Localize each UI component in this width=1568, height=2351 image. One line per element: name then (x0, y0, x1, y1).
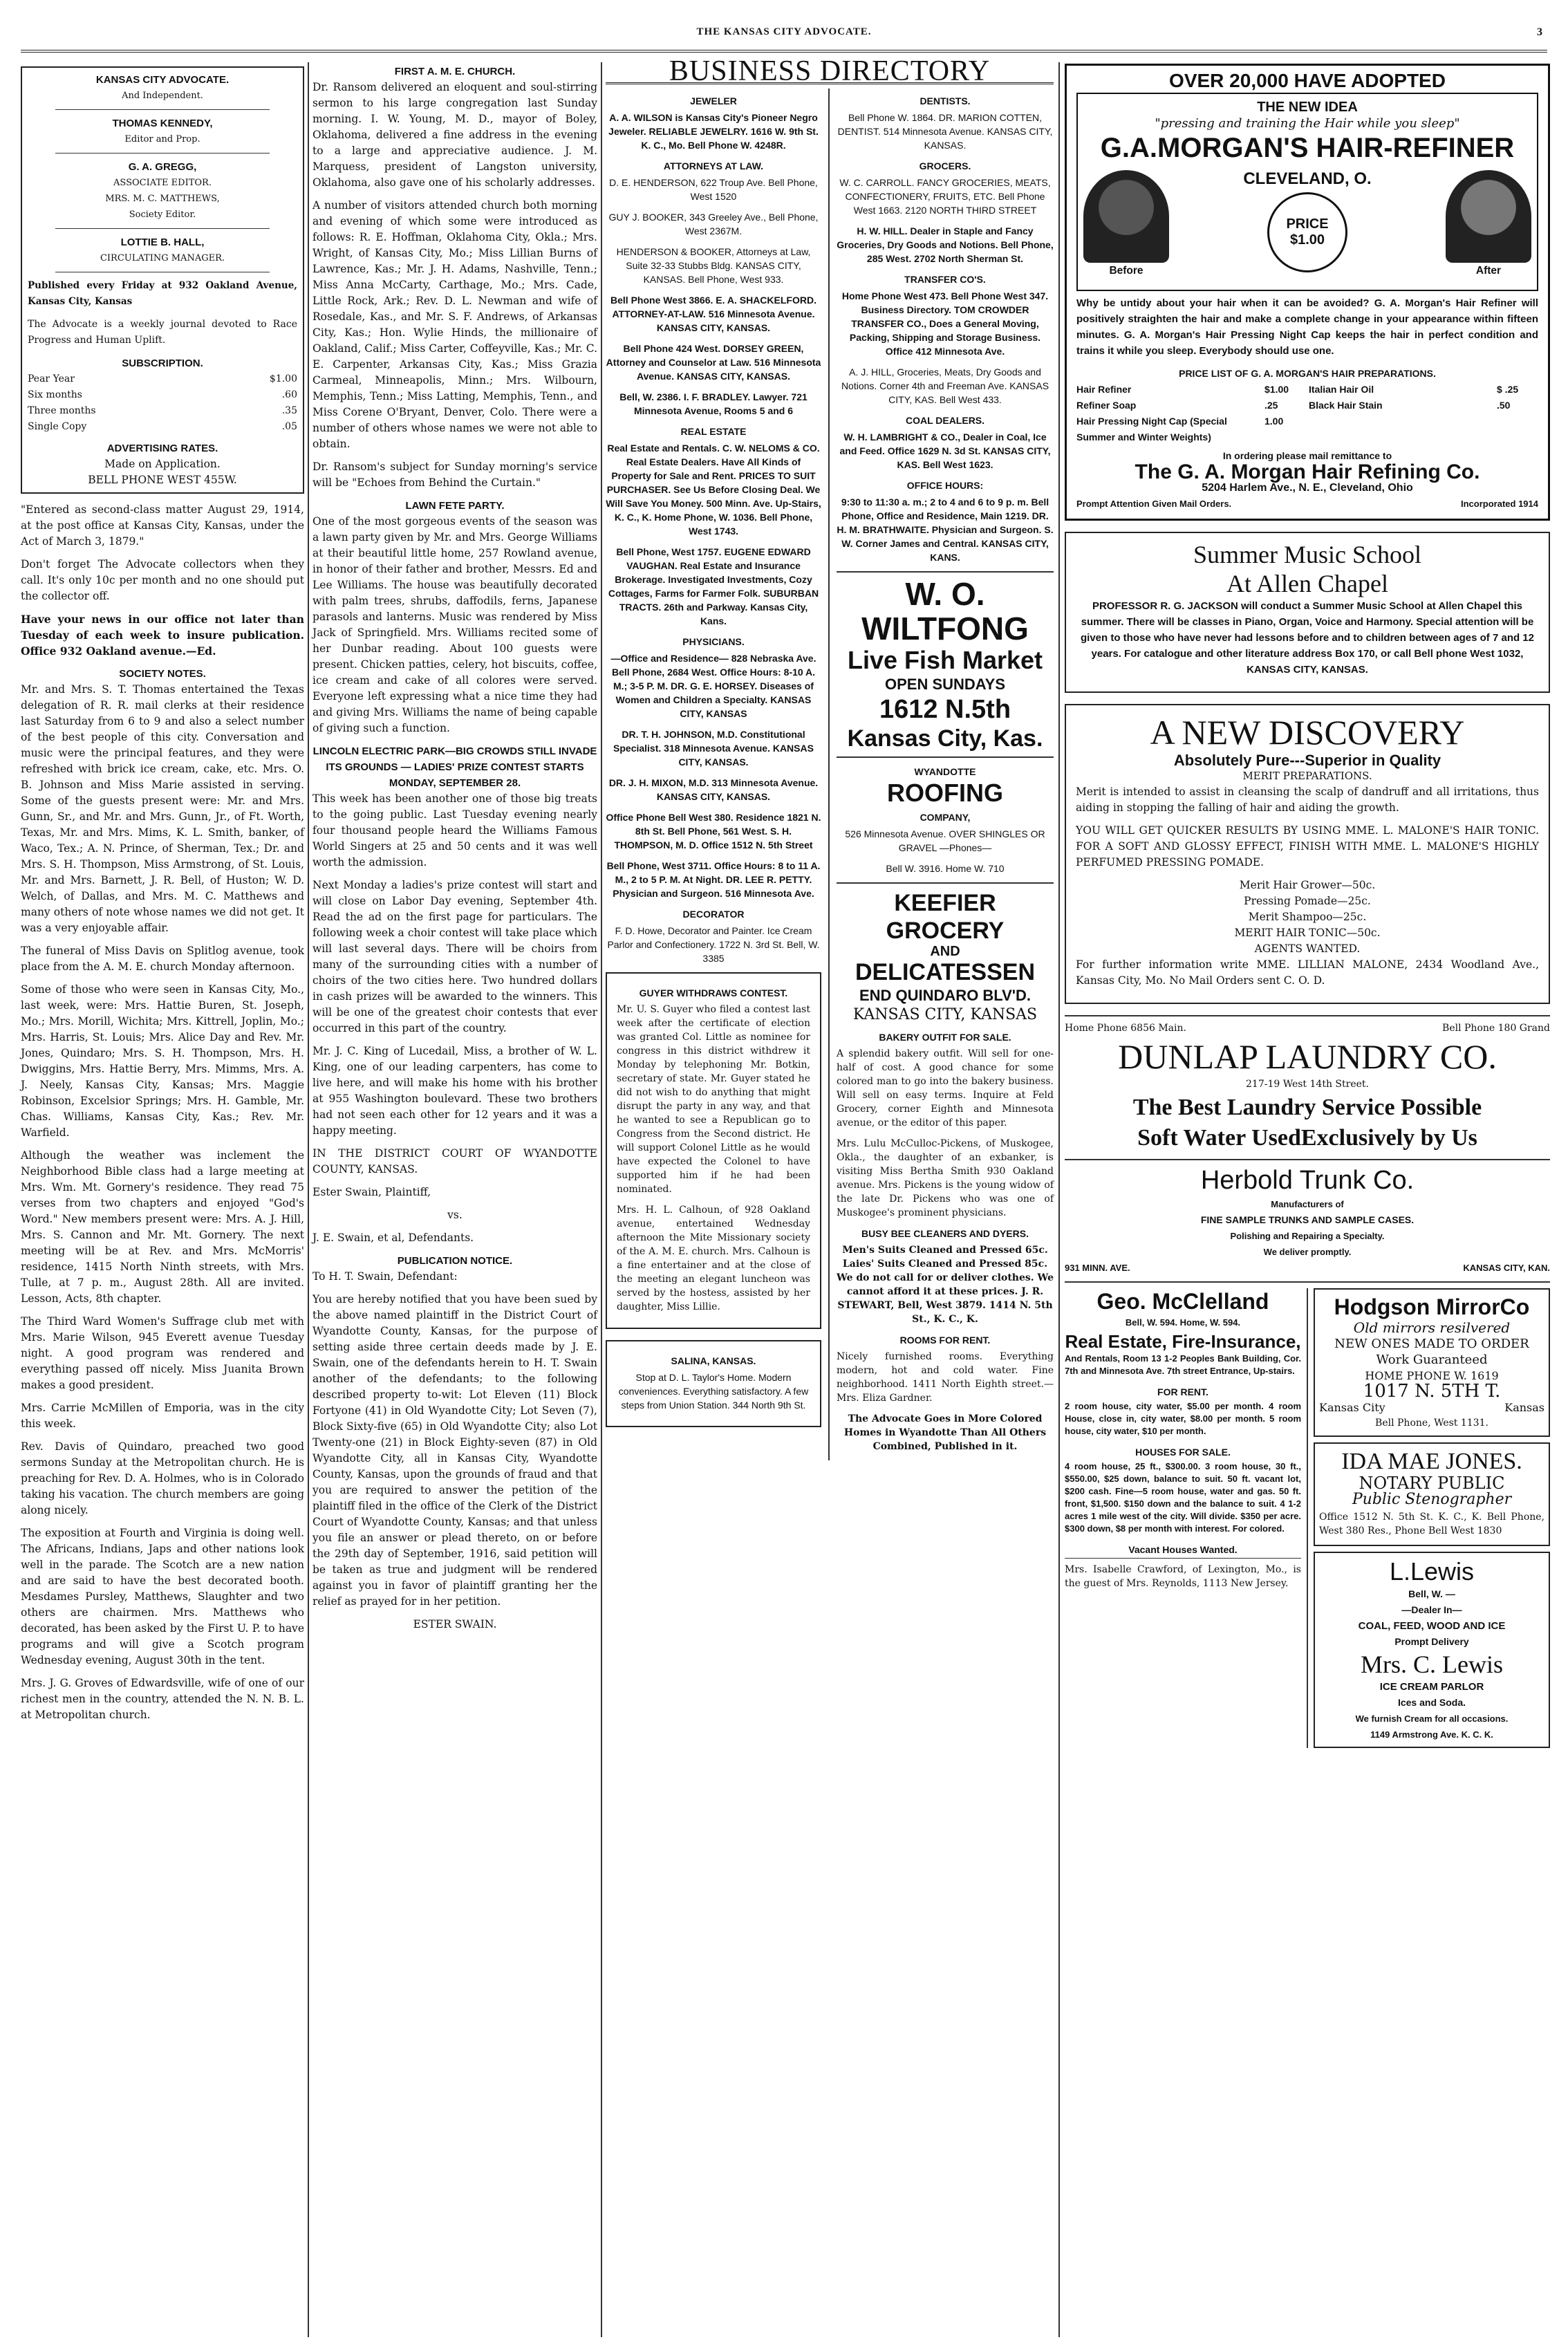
ad-line: Vacant Houses Wanted. (1128, 1544, 1238, 1555)
listing: H. W. HILL. Dealer in Staple and Fancy Groceries, Dry Goods and Notions. Bell Phone, 285 West. 2702 North Sherman St. (837, 225, 1054, 264)
listing: A. J. HILL, Groceries, Meats, Dry Goods and Notions. Corner 4th and Freeman Ave. KANSAS CITY, KAS. Bell West 433. (841, 366, 1049, 405)
rate-row (28, 387, 297, 403)
court-heading: IN THE DISTRICT COURT OF WYANDOTTE COUNTY, KANSAS. (312, 1147, 597, 1176)
ad-body: Why be untidy about your hair when it can be avoided? G. A. Morgan's Hair Refiner will positively straighten the hair and make a complete change in your appearance within fifteen minutes. G. A. Morgan's Hair Pressing Night Cap keeps the hair in perfect condition and trains it while you sleep. Everybody should use one. (1076, 297, 1538, 357)
ad-line: Incorporated 1914 (1461, 499, 1538, 509)
rate-label: Three months (28, 405, 96, 416)
ad-line: Absolutely Pure---Superior in Quality (1173, 752, 1441, 769)
ad-line: 526 Minnesota Avenue. OVER SHINGLES OR GRAVEL —Phones— (845, 828, 1045, 853)
ad-line: ICE CREAM PARLOR (1379, 1681, 1484, 1693)
ad-line: 1149 Armstrong Ave. K. C. K. (1370, 1729, 1493, 1740)
published-line: Published every Friday at 932 Oakland Avenue, Kansas City, Kansas (28, 280, 297, 307)
price-cell (1497, 413, 1538, 445)
masthead-box (21, 66, 304, 494)
article-paragraph: Mrs. Isabelle Crawford, of Lexington, Mo., is the guest of Mrs. Reynolds, 1113 New Jersey. (1065, 1558, 1301, 1590)
ad-line: Soft Water UsedExclusively by Us (1137, 1125, 1477, 1151)
masthead (21, 26, 1547, 53)
ad-title: Hodgson MirrorCo (1334, 1294, 1530, 1319)
listing: A. A. WILSON is Kansas City's Pioneer Negro Jeweler. RELIABLE JEWELRY. 1616 W. 9th St. K. C., Mo. Bell Phone W. 4248R. (608, 112, 819, 151)
listing: DR. T. H. JOHNSON, M.D. Constitutional Specialist. 318 Minnesota Avenue. KANSAS CITY, KANSAS. (613, 729, 814, 768)
ad-line: END QUINDARO BLV'D. (859, 987, 1032, 1004)
column-1 (21, 64, 304, 1730)
column-rule (1058, 62, 1060, 2337)
price-cell (1309, 413, 1494, 445)
ad-caption: Before (1109, 265, 1144, 277)
versus-line: vs. (447, 1209, 463, 1221)
right-ads (1314, 1288, 1550, 1748)
ad-body: 2 room house, city water, $5.00 per month. 4 room House, close in, city water, $8.00 per month. 5 room house, city water, $10 per month. (1065, 1401, 1301, 1436)
paper-name: KANSAS CITY ADVOCATE. (95, 74, 230, 86)
ad-line: 931 MINN. AVE. (1065, 1263, 1130, 1273)
ad-body: Merit is intended to assist in cleansing the scalp of dandruff and all irritations, thus aiding in stopping the falling of hair and aiding the growth. (1076, 786, 1539, 814)
ad-line: 1612 N.5th (879, 695, 1011, 724)
summer-school-ad (1065, 532, 1550, 693)
ad-line: Bell, W. 594. Home, W. 594. (1125, 1317, 1241, 1328)
product-item: MERIT HAIR TONIC—50c. (1234, 927, 1381, 939)
ad-title: Mrs. C. Lewis (1361, 1651, 1503, 1678)
ad-title: OVER 20,000 HAVE ADOPTED (1169, 70, 1446, 91)
listing: Bell Phone, West 3711. Office Hours: 8 to 11 A. M., 2 to 5 P. M. At Night. DR. LEE R. PETTY. Physician and Surgeon. 516 Minnesota Ave. (606, 860, 821, 899)
product-list (1076, 877, 1539, 957)
society-paragraph: The exposition at Fourth and Virginia is doing well. The Africans, Indians, Japs and other nations look well in the parade. The Scotch are a new nation and are said to have the best decorated booth. Mesdames Pursley, Matthews, Slaughter and two others are chairmen. Mrs. Matthews who decorated, has been asked by the First U. P. to have programs and will give a Scotch program Wednesday evening, August 30th in the tent. (21, 1527, 304, 1666)
article-heading: GUYER WITHDRAWS CONTEST. (639, 987, 788, 998)
product-item: AGENTS WANTED. (1254, 942, 1361, 955)
ad-line: AND (930, 944, 960, 959)
ad-line: 5204 Harlem Ave., N. E., Cleveland, Ohio (1202, 482, 1413, 494)
notice-signature: ESTER SWAIN. (413, 1618, 497, 1630)
section-heading: DECORATOR (682, 909, 745, 920)
article-paragraph: Mr. U. S. Guyer who filed a contest last week after the certificate of election was granted Col. Little as nominee for congress in this district withdrew it Monday by telephoning Mr. Botkin, secretary of state. Mr. Guyer stated he did not wish to do anything that might disrupt the party in any way, and that he wanted to see a Republican go to Congress from the Second district. He will support Colonel Little as he would have expected the Colonel to have supported him if he had been nominated. (617, 1004, 810, 1195)
ad-line: HOUSES FOR SALE. (1135, 1447, 1231, 1458)
listing: Office Phone Bell West 380. Residence 1821 N. 8th St. Bell Phone, 561 West. S. H. THOMPSON, M. D. Office 1512 N. 5th Street (606, 812, 821, 851)
price-row (1076, 382, 1538, 398)
editor-name: MRS. M. C. MATTHEWS, (105, 194, 220, 204)
ad-title: Geo. McClelland (1096, 1289, 1269, 1314)
price-cell: Hair Refiner (1076, 384, 1132, 395)
rate-list (28, 371, 297, 435)
ad-title: L.Lewis (1389, 1557, 1475, 1586)
article-heading: BUSY BEE CLEANERS AND DYERS. (861, 1228, 1029, 1239)
listing: Stop at D. L. Taylor's Home. Modern conveniences. Everything satisfactory. A few steps from Union Station. 344 North 9th St. (618, 1372, 809, 1411)
article-paragraph: One of the most gorgeous events of the season was a lawn party given by Mr. and Mrs. George Williams at their beautiful little home, 257 Rowland avenue, in honor of their father and brother, Messrs. Ed and Lee Williams. The house was beautifully decorated with palm trees, shrubs, daffodils, ferns, Japanese parasols and lanterns. Music was rendered by Miss Jack of Springfield. Mrs. Williams recited some of her Dunbar reading. About 100 guests were present. Chicken patties, celery, hot biscuits, coffee, ice cream and cake of all colores were served. Everyone left expressing what a nice time they had and giving Mrs. Williams the name of being capable of giving such a function. (312, 515, 597, 734)
masthead-title: THE KANSAS CITY ADVOCATE. (696, 26, 872, 37)
listing: Real Estate and Rentals. C. W. NELOMS & CO. Real Estate Dealers. Have All Kinds of Property for Sale and Rent. PRICES TO SUIT PURCHASER. See Us Before Closing Deal. We Will Save You Money. 500 Minn. Ave. Up-Stairs, K. C., K. Home Phone, W. 1036. Bell Phone, West 1743. (606, 443, 821, 537)
society-paragraph: The Third Ward Women's Suffrage club met with Mrs. Marie Wilson, 945 Everett avenue Tuesday night. A good program was rendered and everything passed off nicely. Miss Juanita Brown makes a good president. (21, 1315, 304, 1391)
page-number: 3 (1537, 26, 1543, 38)
ida-jones-ad (1314, 1442, 1550, 1546)
ad-line: Ices and Soda. (1397, 1697, 1466, 1708)
article-paragraph: Dr. Ransom delivered an eloquent and soul-stirring sermon to his large congregation last Sunday morning. I. W. Young, M. D., mayor of Boley, Oklahoma, delivered a fine address in the evening to a large and appreciative audience. J. M. Marquess, president of Langston university, Oklahoma, also gave one of his scholarly addresses. (312, 81, 597, 189)
rate-price: .05 (281, 421, 297, 432)
advertising-phone: BELL PHONE WEST 455W. (88, 474, 237, 486)
article-paragraph: A splendid bakery outfit. Will sell for one-half of cost. A good chance for some colored man to go into the bakery business. Will sell on easy terms. Inquire at Feld Grocery, corner Eighth and Minnesota avenue, or the editor of this paper. (837, 1048, 1054, 1128)
society-paragraph: Some of those who were seen in Kansas City, Mo., last week, were: Mrs. Hattie Buren, St. Joseph, Mo.; Mrs. Morill, Wichita; Mrs. Kittrell, Joplin, Mo.; Mrs. Harris, St. Louis; Mrs. Alice Day and Rev. Mr. Jones, Quindaro; Mrs. S. H. Thompson, Mrs. H. Dwiggins, Mrs. Hattie Berry, Mrs. Mimms, Mrs. A. J. Neely, Kansas City, Kansas; Mrs. Maggie Robinson, Excelsior Springs; Mrs. H. Gamble, Mr. Chas. Williams, Kansas City, Kas.; Rev. Mr. Warfield. (21, 983, 304, 1139)
society-paragraph: Mrs. J. G. Groves of Edwardsville, wife of one of our richest men in the country, attended the N. N. B. L. at Metropolitan church. (21, 1677, 304, 1721)
price-cell: Hair Pressing Night Cap (Special Summer and Winter Weights) (1076, 416, 1227, 443)
herbold-ad (1065, 1159, 1550, 1276)
portrait-before-icon (1083, 170, 1169, 263)
product-item: Merit Shampoo—25c. (1248, 911, 1367, 923)
editor-name: LOTTIE B. HALL, (120, 236, 205, 248)
section-heading: COAL DEALERS. (905, 415, 985, 426)
ad-line: Polishing and Repairing a Specialty. (1230, 1231, 1385, 1241)
portrait-after-icon (1446, 170, 1531, 263)
notice-heading: PUBLICATION NOTICE. (397, 1255, 513, 1267)
ad-line: NOTARY PUBLIC (1359, 1474, 1505, 1493)
ad-line: Kansas (1504, 1401, 1544, 1414)
article-paragraph: Dr. Ransom's subject for Sunday morning's service will be "Echoes from Behind the Curtain." (312, 461, 597, 489)
article-paragraph: A number of visitors attended church both morning and evening of which some were introduced as follows: R. E. Hoffman, Oklahoma City, Okla.; Mrs. Wright, of Kansas City, Mo.; Miss Lillian Burns of Lawrence, Kas.; Mr. J. H. Adams, Nashville, Tenn.; Miss Anna McCarty, Carthage, Mo.; Mrs. Cade, Little Rock, Ark.; Rev. D. L. Newman and wife of Rosedale, Kas., and Mr. S. F. Andrews, of Arkansas City, Kas.; Hon. Wylie Hinds, the millionaire of Oakland, Calif.; Miss Carter, Coffeyville, Kas.; Mr. C. E. Carpenter, Arkansas City, Kas.; Miss Grazia Carmeal, Minneapolis, Minn.; Mrs. Wilbourn, Memphis, Tenn.; Miss Latting, Memphis, Tenn., and Miss Corene O'Bryant, Denver, Colo. There were a number of others whose names we were not able to obtain. (312, 199, 598, 450)
listing: —Office and Residence— 828 Nebraska Ave. Bell Phone, 2684 West. Office Hours: 8-10 A. M.; 3-5 P. M. DR. G. E. HORSEY. Diseases of Women and Children a Specialty. KANSAS CITY, KANSAS (610, 653, 816, 719)
price-cell: .25 (1264, 400, 1278, 411)
rate-row (28, 419, 297, 435)
ad-line: We deliver promptly. (1263, 1247, 1352, 1257)
section-heading: REAL ESTATE (680, 426, 747, 437)
ad-line: In ordering please mail remittance to (1222, 450, 1392, 461)
listing: W. H. LAMBRIGHT & CO., Dealer in Coal, Ice and Feed. Office 1629 N. 3d St. KANSAS CITY, KAS. Bell West 1623. (839, 431, 1051, 470)
ad-line: Old mirrors resilvered (1353, 1319, 1511, 1336)
editor-name: THOMAS KENNEDY, (112, 118, 213, 129)
rate-row (28, 371, 297, 387)
ad-title: The G. A. Morgan Hair Refining Co. (1135, 461, 1480, 483)
listing: W. C. CARROLL. FANCY GROCERIES, MEATS, CONFECTIONERY, FRUITS, ETC. Bell Phone West 1663. 2120 NORTH THIRD STREET (839, 177, 1051, 216)
ad-line: Public Stenographer (1352, 1491, 1512, 1508)
ad-title: IDA MAE JONES. (1341, 1449, 1522, 1474)
section-heading: OFFICE HOURS: (906, 480, 984, 491)
price-seal-icon (1267, 192, 1347, 272)
news-note: Have your news in our office not later than Tuesday of each week to insure publication. Office 932 Oakland avenue.—Ed. (21, 613, 304, 658)
ad-line: Prompt Delivery (1394, 1636, 1469, 1647)
defendant-line: J. E. Swain, et al, Defendants. (312, 1232, 474, 1244)
ad-line: Bell Phone, West 1131. (1375, 1418, 1488, 1429)
directory-left (606, 89, 830, 1460)
ad-line: NEW ONES MADE TO ORDER (1334, 1337, 1529, 1351)
ad-line: Prompt Attention Given Mail Orders. (1076, 499, 1232, 509)
society-heading: SOCIETY NOTES. (119, 668, 206, 680)
listing: Bell Phone W. 1864. DR. MARION COTTEN, DENTIST. 514 Minnesota Avenue. KANSAS CITY, KANSAS. (837, 112, 1053, 151)
price-row (1076, 398, 1538, 413)
entered-note: "Entered as second-class matter August 29, 1914, at the post office at Kansas City, Kansas, under the Act of March 3, 1879." (21, 503, 304, 548)
notice-paragraph: To H. T. Swain, Defendant: (312, 1270, 458, 1283)
ad-line: PRICE LIST OF G. A. MORGAN'S HAIR PREPARATIONS. (1179, 368, 1436, 379)
ad-line: Home Phone 6856 Main. (1065, 1023, 1186, 1034)
section-heading: TRANSFER CO'S. (904, 274, 986, 285)
section-heading: GROCERS. (919, 160, 971, 171)
discovery-ad (1065, 704, 1550, 1004)
ad-title: A NEW DISCOVERY (1150, 713, 1465, 752)
price-list (1076, 382, 1538, 445)
lewis-ad (1314, 1552, 1550, 1748)
rate-row (28, 403, 297, 419)
weekly-line: The Advocate is a weekly journal devoted to Race Progress and Human Uplift. (28, 319, 297, 346)
ad-title: DUNLAP LAUNDRY CO. (1118, 1037, 1497, 1076)
listing: Bell, W. 2386. I. F. BRADLEY. Lawyer. 721 Minnesota Avenue, Rooms 5 and 6 (619, 391, 808, 416)
advertising-heading: ADVERTISING RATES. (106, 443, 218, 454)
ad-line: Work Guaranteed (1376, 1353, 1488, 1367)
ad-title: At Allen Chapel (1226, 570, 1388, 597)
notice-paragraph: You are hereby notified that you have been sued by the above named plaintiff in the District Court of Wyandotte County, Kansas, for the purpose of setting aside three certain deeds made by J. E. Swain, one of the defendants herein to H. T. Swain another of the defendants; to the following described property to-wit: Lot Eleven (11) Block Fortyone (41) in Old Wyandotte City; Lot Seven (7), Block Sixty-five (65) in Old Wyandotte City; also Lot Twenty-one (21) in Block Eighty-seven (87) in Old Wyandotte City, all in Kansas City, Wyandotte County, Kansas, upon the grounds of fraud and that you are required to answer the petition of the plaintiff filed in the office of the Clerk of the District Court of Wyandotte County, Kansas; and that unless you file an answer or plead thereto, on or before the 29th day of September, 1916, said petition will be taken as true and judgment will be rendered against you in favor of plaintiff granting her the relief as prayed for in her petition. (312, 1293, 597, 1608)
ad-line: Bell Phone 180 Grand (1442, 1023, 1550, 1034)
article-heading: FIRST A. M. E. CHURCH. (394, 66, 516, 77)
article-heading: ROOMS FOR RENT. (899, 1335, 991, 1346)
hodgson-ad (1314, 1288, 1550, 1437)
price-row (1076, 413, 1538, 445)
column-rule (601, 62, 602, 2337)
ad-title: Herbold Trunk Co. (1200, 1166, 1415, 1195)
ad-title: W. O. WILTFONG (861, 576, 1029, 647)
editor-name: G. A. GREGG, (128, 161, 197, 173)
ad-line: WYANDOTTE (914, 766, 976, 777)
mcclelland-ad (1065, 1288, 1308, 1748)
directory-title: BUSINESS DIRECTORY (669, 55, 991, 87)
listing: Home Phone West 473. Bell Phone West 347. Business Directory. TOM CROWDER TRANSFER CO., Does a General Moving, Packing, Shipping and Storage Business. Office 412 Minnesota Ave. (841, 290, 1049, 357)
ad-line: HOME PHONE W. 1619 (1365, 1369, 1499, 1382)
article-paragraph: Next Monday a ladies's prize contest will start and will close on Labor Day evening, September 4th. Read the ad on the first page for particulars. The following week a choir contest will take place which will last several days. There will be choirs from many of the surrounding cities with a number of choirs of the two cities here. Two hundred dollars in cash prizes will be awarded to the winners. This will be one of the greatest choir contests that ever occurred in this part of the country. (312, 879, 597, 1034)
rate-label: Six months (28, 389, 82, 400)
price-cell: $1.00 (1264, 384, 1289, 395)
price-cell: Italian Hair Oil (1309, 384, 1374, 395)
ad-body: 4 room house, 25 ft., $300.00. 3 room house, 30 ft., $550.00, $25 down, balance to suit. 50 ft. vacant lot, $200 cash. Fine—5 room house, water and gas. 50 ft. front, $1,500. $150 down and the balance to suit. 4 1-2 acres 1 mile west of the city. Will divide. $350 per acre. $300 down, $8 per month with interest. For colored. (1065, 1461, 1301, 1534)
column-2 (312, 64, 597, 1639)
ad-line: CLEVELAND, O. (1243, 169, 1372, 188)
ad-line: Real Estate, Fire-Insurance, (1065, 1331, 1301, 1352)
directory-right (830, 89, 1054, 1460)
editor-role: CIRCULATING MANAGER. (100, 253, 225, 263)
ad-line: Bell, W. — (1408, 1588, 1455, 1599)
ad-body: Office 1512 N. 5th St. K. C., K. Bell Phone, West 380 Res., Phone Bell West 1830 (1319, 1512, 1544, 1536)
ad-line: Kansas City, Kas. (847, 725, 1043, 752)
article-heading: BAKERY OUTFIT FOR SALE. (879, 1032, 1011, 1043)
rate-label: Single Copy (28, 421, 87, 432)
ad-line: PRICE $1.00 (1286, 216, 1329, 248)
listing: Men's Suits Cleaned and Pressed 65c. Laies' Suits Cleaned and Pressed 85c. We do not call for or deliver clothes. We cannot afford it at these prices. J. R. STEWART, Bell, West 3879. 1414 N. 5th St., K. C., K. (837, 1245, 1054, 1325)
price-cell: Refiner Soap (1076, 400, 1137, 411)
listing: D. E. HENDERSON, 622 Troup Ave. Bell Phone, West 1520 (609, 177, 818, 202)
ad-title: KEEFIER GROCERY (886, 890, 1005, 944)
collector-note: Don't forget The Advocate collectors when they call. It's only 10c per month and no one should put the collector off. (21, 558, 304, 602)
price-cell: $ .25 (1497, 384, 1519, 395)
society-paragraph: Mrs. Carrie McMillen of Emporia, was in the city this week. (21, 1402, 304, 1430)
ad-line: "pressing and training the Hair while you sleep" (1155, 116, 1460, 131)
ad-body: PROFESSOR R. G. JACKSON will conduct a Summer Music School at Allen Chapel this summer. There will be classes in Piano, Organ, Voice and Harmony. Special attention will be given to those who have never had lessons before and to children between ages of 7 and 12 years. For catalogue and other literature address Box 170, or call Bell phone West 1032, KANSAS CITY, KANSAS. (1081, 600, 1534, 676)
ad-line: MERIT PREPARATIONS. (1242, 770, 1372, 782)
article-heading: LINCOLN ELECTRIC PARK—BIG CROWDS STILL INVADE ITS GROUNDS — LADIES' PRIZE CONTEST STARTS MONDAY, SEPTEMBER 28. (312, 745, 597, 789)
listing: HENDERSON & BOOKER, Attorneys at Law, Suite 32-33 Stubbs Bldg. KANSAS CITY, KANSAS. Bell Phone, West 933. (616, 246, 811, 285)
paper-sub: And Independent. (122, 91, 203, 101)
ad-line: FINE SAMPLE TRUNKS AND SAMPLE CASES. (1200, 1214, 1415, 1225)
section-heading: DENTISTS. (920, 95, 971, 106)
ad-line: OPEN SUNDAYS (884, 676, 1005, 693)
subscription-heading: SUBSCRIPTION. (122, 357, 203, 369)
section-heading: SALINA, KANSAS. (671, 1355, 756, 1366)
ad-caption: After (1475, 265, 1502, 277)
dunlap-ad (1065, 1015, 1550, 1153)
article-paragraph: Mrs. H. L. Calhoun, of 928 Oakland avenue, entertained Wednesday afternoon the Mite Missionary society of the A. M. E. church. Mrs. Calhoun is a fine entertainer and at the close of the meeting an elegant luncheon was served by the hostess, assisted by her daughter, Miss Lillie. (617, 1205, 810, 1312)
editor-role: Editor and Prop. (124, 134, 200, 145)
ad-title: Summer Music School (1193, 541, 1421, 568)
advertising-line: Made on Application. (104, 458, 221, 470)
section-heading: ATTORNEYS AT LAW. (663, 160, 764, 171)
listing: Bell Phone West 3866. E. A. SHACKELFORD. ATTORNEY-AT-LAW. 516 Minnesota Avenue. KANSAS CITY, KANSAS. (610, 295, 816, 333)
ad-line: We furnish Cream for all occasions. (1355, 1713, 1509, 1724)
ad-body: And Rentals, Room 13 1-2 Peoples Bank Building, Cor. 7th and Minnesota Ave. 7th street Entrance, Up-stairs. (1065, 1353, 1301, 1376)
rate-price: .60 (281, 389, 297, 400)
rate-price: .35 (281, 405, 297, 416)
rate-price: $1.00 (269, 373, 297, 384)
ad-line: COMPANY, (920, 812, 971, 823)
ad-line: FOR RENT. (1157, 1386, 1208, 1397)
article-heading: LAWN FETE PARTY. (405, 500, 505, 512)
society-paragraph: Although the weather was inclement the Neighborhood Bible class had a large meeting at Mrs. Wm. Mt. Gornery's residence. They read 75 verses from two chapters and enjoyed "God's Word." New members present were: Mrs. A. J. Hill, Mrs. S. Cannon and Mr. Mt. Gornery. The next meeting will be at Rev. and Mrs. McMorris' residence, 1415 North Ninth streets, with Mrs. Tulle, at 7 p. m., August 28th. All are invited. Lesson, Acts, 8th chapter. (21, 1149, 304, 1305)
ad-line: Kansas City (1319, 1401, 1385, 1414)
ad-line: KANSAS CITY, KANSAS (852, 1006, 1038, 1023)
ad-line: 217-19 West 14th Street. (1246, 1079, 1369, 1090)
section-heading: JEWELER (690, 95, 737, 106)
listing: GUY J. BOOKER, 343 Greeley Ave., Bell Phone, West 2367M. (608, 212, 819, 236)
price-cell: 1.00 (1264, 416, 1284, 427)
ad-line: KANSAS CITY, KAN. (1463, 1263, 1550, 1273)
ad-title: ROOFING (887, 779, 1003, 807)
listing: 9:30 to 11:30 a. m.; 2 to 4 and 6 to 9 p. m. Bell Phone, Office and Residence, Main 1219. DR. H. M. BRATHWAITE. Physician and Surgeon. S. W. Corner James and Central. KANSAS CITY, KANS. (837, 496, 1054, 563)
ad-line: —Dealer In— (1401, 1604, 1462, 1615)
listing: DR. J. H. MIXON, M.D. 313 Minnesota Avenue. KANSAS CITY, KANSAS. (608, 777, 819, 802)
ad-line: COAL, FEED, WOOD AND ICE (1358, 1620, 1506, 1632)
ad-line: Live Fish Market (847, 646, 1043, 674)
article-paragraph: Mr. J. C. King of Lucedail, Miss, a brother of W. L. King, one of our leading carpenters, has come to live here, and will make his home with his brother at 955 Washington boulevard. These two brothers had not seen each other for 12 years and it was a happy meeting. (312, 1045, 597, 1137)
ad-body: For further information write MME. LILLIAN MALONE, 2434 Woodland Ave., Kansas City, Mo. No Mail Orders sent C. O. D. (1076, 958, 1539, 987)
society-paragraph: Mr. and Mrs. S. T. Thomas entertained the Texas delegation of R. R. mail clerks at their residence last Saturday from 6 to 9 and also a select number of the best people of this city. Conversation and music were the principal features, and they were refreshed with brick ice cream, cake, etc. Mrs. O. B. Johnson and Miss Marie assisted in serving. Some of the guests present were: Mr. and Mrs. Gunn, Sr., and Mr. and Mrs. Gunn, Jr., of Ft. Worth, Texas, Mr. and Mrs. Mims, K. L. Smith, banker, of Waco, Tex.; A. N. Prince, of Sherman, Tex.; Dr. and Mrs. S. H. Thompson, Miss Armstrong, of St. Louis, Mr. and Mrs. Barnett, J. R. Bell, of Huston; W. D. Welch, of Dallas, and Mrs. M. C. Matthews and many others of note whose names we did not get. It was a very enjoyable affair. (21, 683, 304, 934)
ad-title: G.A.MORGAN'S HAIR-REFINER (1100, 133, 1515, 163)
product-item: Pressing Pomade—25c. (1244, 895, 1371, 907)
article-paragraph: Nicely furnished rooms. Everything modern, hot and cold water. Fine neighborhood. 1411 North Eighth street.—Mrs. Eliza Gardner. (837, 1351, 1054, 1404)
listing: Bell Phone 424 West. DORSEY GREEN, Attorney and Counselor at Law. 516 Minnesota Avenue. KANSAS CITY, KANSAS. (606, 343, 821, 382)
price-cell: Black Hair Stain (1309, 400, 1383, 411)
listing: Bell Phone, West 1757. EUGENE EDWARD VAUGHAN. Real Estate and Insurance Brokerage. Investigated Investments, Cozy Cottages, Farms for Farmer Folk. SUBURBAN TRACTS. 26th and Parkway. Kansas City, Kans. (608, 546, 819, 626)
ad-line: Bell W. 3916. Home W. 710 (886, 863, 1005, 874)
article-paragraph: This week has been another one of those big treats to the going public. Last Tuesday evening nearly four thousand people heard the Williams Famous World Singers at 25 and 50 cents and it was well worth the admission. (312, 792, 597, 868)
editor-role: Society Editor. (129, 210, 196, 220)
ad-line: Manufacturers of (1271, 1199, 1344, 1209)
ad-line: DELICATESSEN (855, 959, 1036, 985)
ad-line: 1017 N. 5TH T. (1363, 1381, 1501, 1402)
section-heading: PHYSICIANS. (682, 636, 745, 647)
editor-role: ASSOCIATE EDITOR. (113, 178, 212, 188)
listing: F. D. Howe, Decorator and Painter. Ice Cream Parlor and Confectionery. 1722 N. 3rd St. Bell, W. 3385 (607, 925, 820, 964)
business-directory (606, 55, 1054, 1460)
ad-body: YOU WILL GET QUICKER RESULTS BY USING MME. L. MALONE'S HAIR TONIC. FOR A SOFT AND GLOSSY EFFECT, FINISH WITH MME. L. MALONE'S HIGHLY PERFUMED PRESSING POMADE. (1076, 824, 1539, 868)
ad-line: The Best Laundry Service Possible (1132, 1095, 1482, 1120)
column-rule (308, 62, 309, 2337)
column-4 (1065, 64, 1550, 1748)
plaintiff-line: Ester Swain, Plaintiff, (312, 1186, 431, 1198)
ad-line: THE NEW IDEA (1257, 100, 1358, 115)
price-cell: .50 (1497, 400, 1511, 411)
morgan-ad (1065, 64, 1550, 521)
advocate-note: The Advocate Goes in More Colored Homes in Wyandotte Than All Others Combined, Published in it. (843, 1413, 1047, 1452)
society-paragraph: The funeral of Miss Davis on Splitlog avenue, took place from the A. M. E. church Monday afternoon. (21, 945, 304, 973)
article-paragraph: Mrs. Lulu McCulloc-Pickens, of Muskogee, Okla., the daughter of an exbanker, is visiting Miss Bertha Smith 930 Oakland avenue. Mrs. Pickens is the young widow of the late Dr. Pickens who was one of Muskogee's prominent physicians. (837, 1138, 1054, 1218)
product-item: Merit Hair Grower—50c. (1239, 879, 1376, 891)
rate-label: Pear Year (28, 373, 75, 384)
society-paragraph: Rev. Davis of Quindaro, preached two good sermons Sunday at the Metropolitan church. He is preaching for Rev. D. A. Holmes, who is in Colorado taking his vacation. The church members are going along nicely. (21, 1440, 304, 1516)
